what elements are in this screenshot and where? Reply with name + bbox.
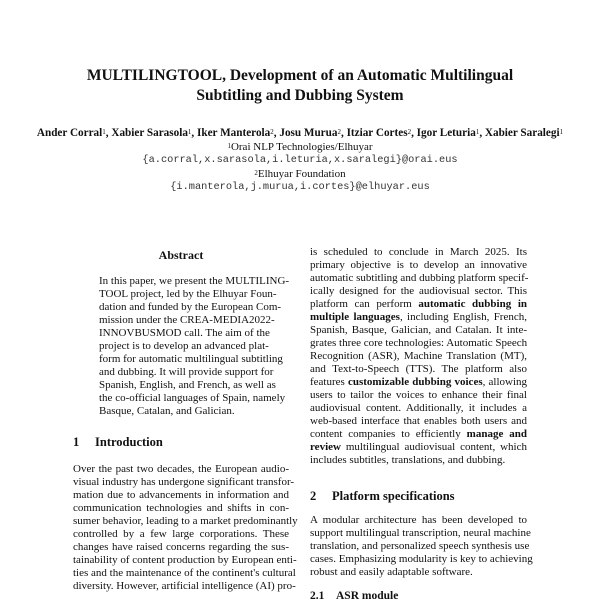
text-line — [310, 363, 527, 376]
text-line: communication technologies and shifts in con- — [73, 502, 289, 514]
section-title: Introduction — [95, 435, 163, 449]
bold-phrase: manage and — [466, 428, 527, 440]
text-line — [310, 428, 527, 441]
text-segment: , including English, French, — [399, 311, 527, 323]
text-line: Spanish, English, and French, as well as — [99, 379, 276, 391]
bold-phrase: automatic dubbing in — [418, 298, 527, 310]
text-segment: users to tailor the voices to enhance their final — [310, 389, 527, 401]
affiliation-name: Orai NLP Technologies/Elhuyar — [230, 140, 373, 153]
abstract-body — [99, 275, 290, 418]
section-number: 1 — [73, 435, 80, 449]
text-segment: primary objective is to develop an innovative — [310, 259, 527, 271]
text-line: form for automatic multilingual subtitling — [99, 353, 283, 365]
text-line — [310, 389, 527, 402]
author-affiliation-marker: 1 — [102, 128, 106, 136]
text-segment: includes subtitles, translations, and dubbing. — [310, 454, 506, 466]
author-block — [0, 127, 600, 195]
text-line: A modular architecture has been developed to — [310, 514, 527, 526]
text-line: dation and funded by the European Com- — [99, 301, 282, 313]
introduction-body — [73, 463, 298, 593]
text-line: mation due to advancements in information and — [73, 489, 289, 501]
text-segment: ically designed for the audiovisual sector. This — [310, 285, 527, 297]
text-line: cases. Emphasizing modularity is key to achieving — [310, 553, 533, 565]
affiliation-marker: 1 — [227, 141, 231, 150]
text-line — [310, 402, 527, 415]
affiliation-1-emails: {a.corral,x.sarasola,i.leturia,x.saralegi}@orai.eus — [142, 154, 458, 166]
text-line — [310, 454, 527, 467]
text-line — [310, 246, 527, 259]
text-line — [310, 272, 527, 285]
text-line — [310, 298, 527, 311]
text-line: ties and the maintenance of the continent's cultural — [73, 567, 296, 579]
platform-body — [310, 514, 533, 579]
author-name: Josu Murua — [279, 127, 338, 139]
text-line: diversity. However, artificial intelligence (AI) pro- — [73, 580, 296, 592]
text-segment: automatic subtitling and dubbing platform specif- — [310, 272, 529, 284]
author-name: Igor Leturia — [416, 127, 476, 139]
text-segment: multilingual audiovisual content, which — [340, 441, 527, 453]
author-affiliation-marker: 1 — [559, 128, 564, 136]
text-segment: , allowing — [482, 376, 527, 388]
affiliation-name: Elhuyar Foundation — [257, 167, 346, 180]
text-line: robust and easily adaptable software. — [310, 566, 473, 578]
affiliation-2 — [0, 168, 600, 182]
text-line: changes have raised concerns regarding the sus- — [73, 541, 289, 553]
subsection-title: ASR module — [336, 590, 399, 602]
text-line: TOOL project, led by the Elhuyar Foun- — [99, 288, 277, 300]
affiliation-2-emails: {i.manterola,j.murua,i.cortes}@elhuyar.eus — [170, 181, 430, 193]
text-segment: Spanish, Basque, Galician, and Catalan. It inte- — [310, 324, 527, 336]
text-line — [310, 350, 527, 363]
author-affiliation-marker: 2 — [270, 128, 274, 136]
author-list: Ander Corral$^1$, Xabier Sarasola$^1$, Iker Manterola$^2$, Josu Murua$^2$, Itziar Cortes$^2$, Igor Leturia$^1$, Xabier Saralegi$^1$ — [36, 127, 564, 139]
text-line — [310, 415, 527, 428]
text-line — [310, 441, 527, 454]
text-line: translation, and personalized speech synthesis use — [310, 540, 530, 552]
right-column-body — [310, 246, 527, 467]
text-line: and dubbing. It will provide support for — [99, 366, 274, 378]
title-line: MULTILINGTOOL, Development of an Automatic Multilingual — [86, 67, 514, 84]
text-line: Over the past two decades, the European audio- — [73, 463, 289, 475]
author-affiliation-marker: 1 — [475, 128, 480, 136]
text-line — [310, 311, 527, 324]
text-line — [310, 285, 527, 298]
author-affiliation-marker: 2 — [407, 128, 412, 136]
text-line — [310, 376, 527, 389]
author-name: Iker Manterola — [197, 127, 271, 139]
text-line: support multilingual transcription, neural machine — [310, 527, 531, 539]
text-segment: Recognition (ASR), Machine Translation (MT), — [310, 350, 527, 362]
subsection-number: 2.1 — [310, 590, 325, 602]
abstract-heading: Abstract — [158, 248, 204, 262]
text-line — [310, 259, 527, 272]
text-line — [310, 324, 527, 337]
text-segment: and Text-to-Speech (TTS). The platform also — [310, 363, 527, 375]
affiliation-marker: 2 — [254, 168, 258, 177]
subsection-heading-asr — [310, 590, 398, 602]
text-line: INNOVBUSMOD call. The aim of the — [99, 327, 270, 339]
text-segment: audiovisual content. Additionally, it includes a — [310, 402, 527, 414]
text-segment: content companies to efficiently — [310, 428, 467, 440]
text-line: mission under the CREA-MEDIA2022- — [99, 314, 275, 326]
text-line: tainability of content production by European enti- — [73, 554, 297, 566]
section-heading-platform — [310, 489, 455, 504]
author-name: Itziar Cortes — [346, 127, 408, 139]
text-line: project is to develop an advanced plat- — [99, 340, 269, 352]
text-line: controlled by a few large corporations. These — [73, 528, 289, 540]
author-affiliation-marker: 1 — [187, 128, 192, 136]
author-name: Xabier Saralegi — [484, 127, 560, 139]
title-line: Subtitling and Dubbing System — [196, 87, 404, 104]
bold-phrase: review — [310, 441, 341, 453]
section-title: Platform specifications — [332, 489, 455, 503]
text-line: visual industry has undergone significant transfor- — [73, 476, 295, 488]
paper-title — [0, 66, 600, 106]
bold-phrase: customizable dubbing voices — [347, 376, 483, 388]
author-name: Xabier Sarasola — [111, 127, 188, 139]
text-segment: grates three core technologies: Automatic Speech — [310, 337, 528, 349]
text-segment: is scheduled to conclude in March 2025. Its — [310, 246, 527, 258]
author-affiliation-marker: 2 — [337, 128, 341, 136]
text-line — [310, 337, 527, 350]
section-heading-introduction — [73, 435, 163, 450]
author-name: Ander Corral — [36, 127, 103, 139]
text-segment: features — [310, 376, 348, 388]
text-segment: web-based interface that enables both users and — [310, 415, 527, 427]
text-line: the co-official languages of Spain, namely — [99, 392, 286, 404]
text-line: Basque, Catalan, and Galician. — [99, 405, 235, 417]
affiliation-1 — [0, 141, 600, 155]
bold-phrase: multiple languages — [310, 311, 400, 323]
section-number: 2 — [310, 489, 317, 503]
text-line: sumer behavior, leading to a market predominantly — [73, 515, 298, 527]
text-line: In this paper, we present the MULTILING- — [99, 275, 290, 287]
text-segment: platform can perform — [310, 298, 419, 310]
